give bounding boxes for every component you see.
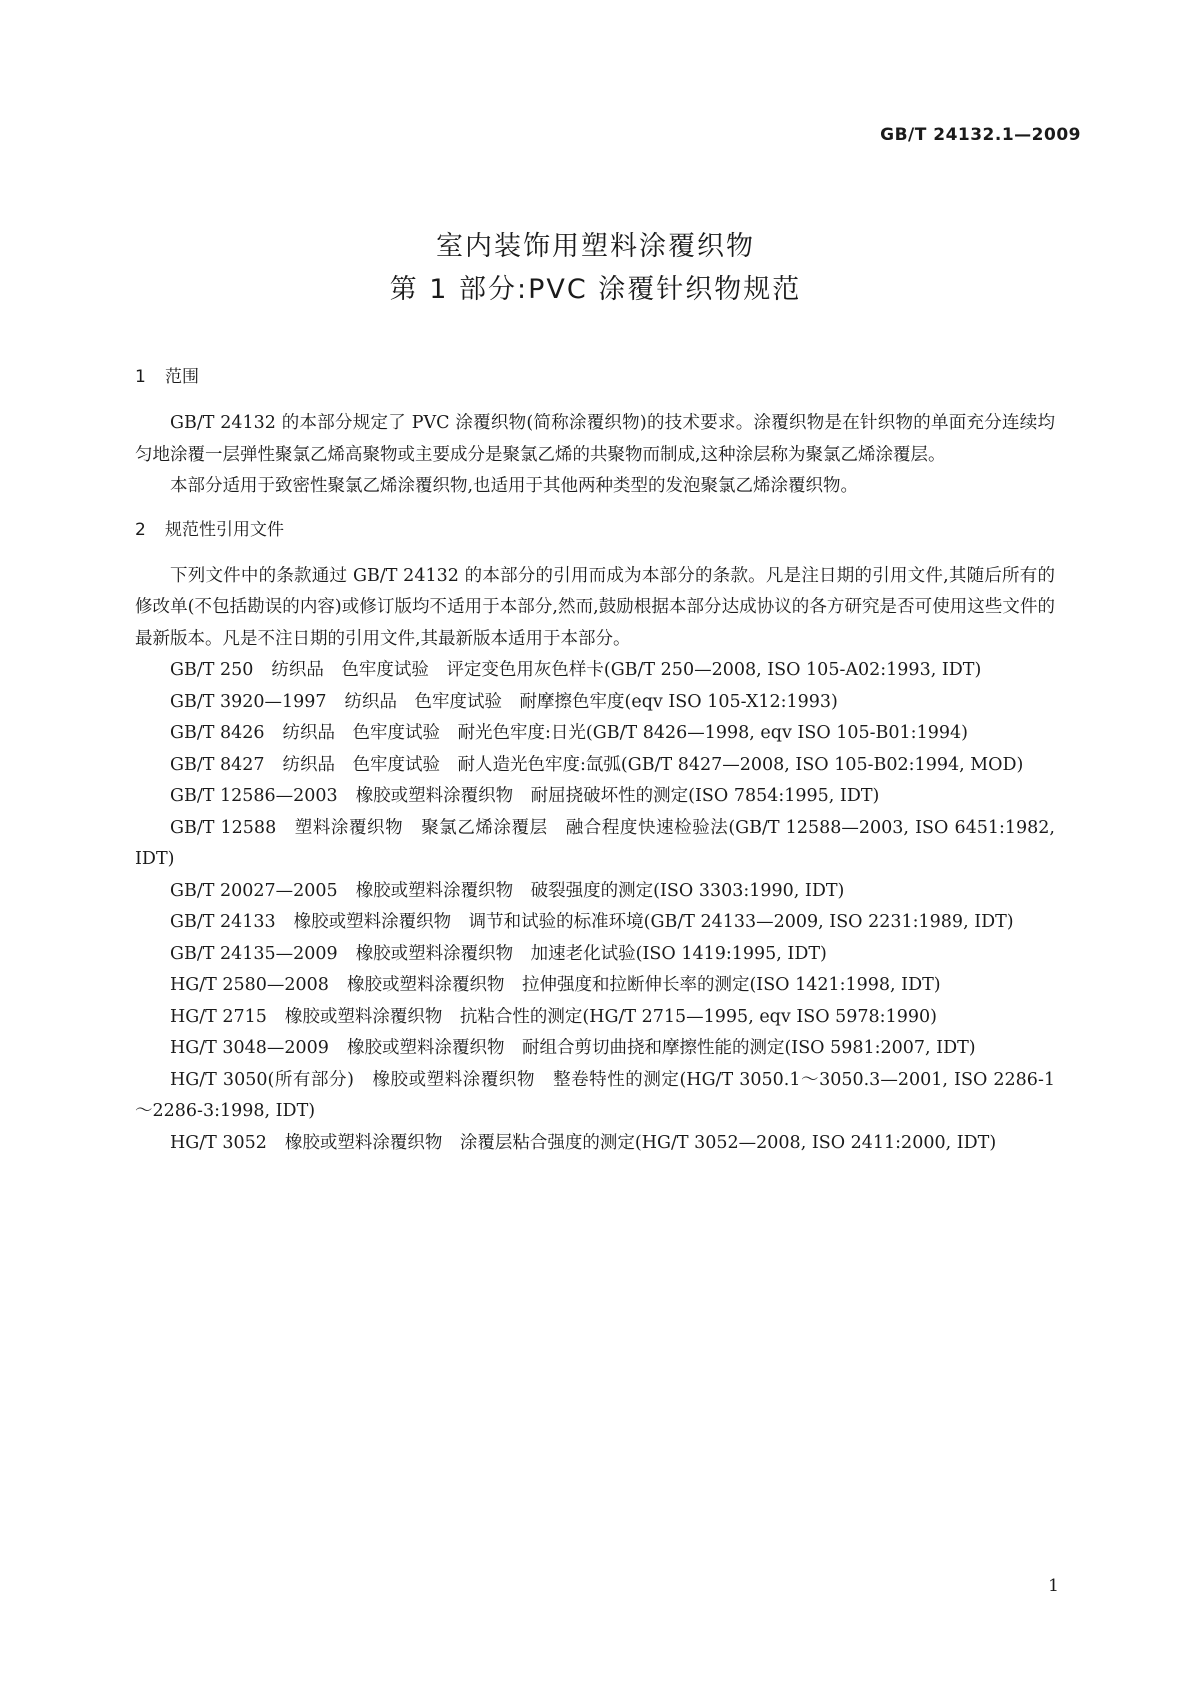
reference-title: 纺织品 色牢度试验 耐摩擦色牢度(eqv ISO 105-X12:1993) bbox=[344, 691, 838, 712]
section-title: 范围 bbox=[165, 367, 199, 387]
section-number: 2 bbox=[135, 519, 146, 540]
reference-item bbox=[135, 655, 1055, 687]
reference-item bbox=[135, 813, 1055, 876]
reference-code: GB/T 20027—2005 bbox=[170, 880, 338, 901]
section-2-heading bbox=[135, 515, 1055, 546]
standard-number: GB/T 24132.1—2009 bbox=[880, 125, 1081, 145]
reference-title: 纺织品 色牢度试验 评定变色用灰色样卡(GB/T 250—2008, ISO 105-A02:1993, IDT) bbox=[271, 660, 982, 680]
reference-item bbox=[135, 907, 1055, 939]
reference-code: GB/T 3920—1997 bbox=[170, 691, 327, 712]
paragraph: 下列文件中的条款通过 GB/T 24132 的本部分的引用而成为本部分的条款。凡是注日期的引用文件,其随后所有的修改单(不包括勘误的内容)或修订版均不适用于本部分,然而,鼓励根据本部分达成协议的各方研究是否可使用这些文件的最新版本。凡是不注日期的引用文件,其最新版本适用于本部分。 bbox=[135, 565, 1055, 649]
reference-title: 橡胶或塑料涂覆织物 破裂强度的测定(ISO 3303:1990, IDT) bbox=[355, 880, 845, 901]
reference-code: GB/T 24135—2009 bbox=[170, 943, 338, 964]
section-1-heading bbox=[135, 362, 1055, 393]
reference-code: GB/T 8427 bbox=[170, 754, 265, 775]
reference-item bbox=[135, 876, 1055, 908]
reference-title: 橡胶或塑料涂覆织物 耐屈挠破坏性的测定(ISO 7854:1995, IDT) bbox=[355, 786, 880, 806]
title-line-1: 室内装饰用塑料涂覆织物 bbox=[436, 231, 755, 262]
reference-title: 橡胶或塑料涂覆织物 涂覆层粘合强度的测定(HG/T 3052—2008, ISO 2411:2000, IDT) bbox=[284, 1132, 997, 1153]
reference-item bbox=[135, 1002, 1055, 1034]
reference-code: GB/T 12588 bbox=[170, 817, 277, 838]
reference-item bbox=[135, 687, 1055, 719]
reference-code: HG/T 3052 bbox=[170, 1132, 267, 1153]
reference-title: 纺织品 色牢度试验 耐人造光色牢度:氙弧(GB/T 8427—2008, ISO 105-B02:1994, MOD) bbox=[282, 754, 1024, 775]
reference-code: GB/T 8426 bbox=[170, 723, 265, 743]
reference-title: 橡胶或塑料涂覆织物 拉伸强度和拉断伸长率的测定(ISO 1421:1998, IDT) bbox=[346, 975, 941, 995]
reference-title: 橡胶或塑料涂覆织物 耐组合剪切曲挠和摩擦性能的测定(ISO 5981:2007, IDT) bbox=[346, 1038, 976, 1058]
reference-code: HG/T 3048—2009 bbox=[170, 1038, 329, 1058]
reference-code: GB/T 250 bbox=[170, 660, 254, 680]
reference-code: HG/T 2580—2008 bbox=[170, 975, 329, 995]
reference-title: 橡胶或塑料涂覆织物 整卷特性的测定(HG/T 3050.1～3050.3—2001, ISO 2286-1～2286-3:1998, IDT) bbox=[135, 1069, 1055, 1121]
page-number: 1 bbox=[1048, 1576, 1059, 1596]
reference-code: HG/T 2715 bbox=[170, 1006, 267, 1027]
document-title bbox=[0, 225, 1191, 311]
reference-item bbox=[135, 750, 1055, 782]
reference-code: GB/T 12586—2003 bbox=[170, 786, 338, 806]
paragraph: 本部分适用于致密性聚氯乙烯涂覆织物,也适用于其他两种类型的发泡聚氯乙烯涂覆织物。 bbox=[170, 476, 859, 496]
reference-code: GB/T 24133 bbox=[170, 912, 276, 932]
section-number: 1 bbox=[135, 367, 146, 387]
reference-item bbox=[135, 781, 1055, 813]
reference-title: 塑料涂覆织物 聚氯乙烯涂覆层 融合程度快速检验法(GB/T 12588—2003, ISO 6451:1982, IDT) bbox=[135, 817, 1055, 869]
title-line-2: 第 1 部分:PVC 涂覆针织物规范 bbox=[389, 274, 802, 305]
paragraph: GB/T 24132 的本部分规定了 PVC 涂覆织物(简称涂覆织物)的技术要求。涂覆织物是在针织物的单面充分连续均匀地涂覆一层弹性聚氯乙烯高聚物或主要成分是聚氯乙烯的共聚物而制成,这种涂层称为聚氯乙烯涂覆层。 bbox=[135, 413, 1055, 465]
document-body bbox=[135, 362, 1055, 1159]
reference-title: 橡胶或塑料涂覆织物 调节和试验的标准环境(GB/T 24133—2009, ISO 2231:1989, IDT) bbox=[293, 912, 1014, 932]
reference-item bbox=[135, 1128, 1055, 1160]
reference-item bbox=[135, 939, 1055, 971]
reference-list bbox=[135, 655, 1055, 1159]
reference-title: 橡胶或塑料涂覆织物 抗粘合性的测定(HG/T 2715—1995, eqv ISO 5978:1990) bbox=[284, 1006, 937, 1027]
reference-item bbox=[135, 1033, 1055, 1065]
reference-item bbox=[135, 1065, 1055, 1128]
section-title: 规范性引用文件 bbox=[165, 519, 284, 540]
reference-item bbox=[135, 718, 1055, 750]
reference-item bbox=[135, 970, 1055, 1002]
reference-code: HG/T 3050(所有部分) bbox=[170, 1069, 354, 1090]
reference-title: 纺织品 色牢度试验 耐光色牢度:日光(GB/T 8426—1998, eqv ISO 105-B01:1994) bbox=[282, 723, 968, 743]
reference-title: 橡胶或塑料涂覆织物 加速老化试验(ISO 1419:1995, IDT) bbox=[355, 943, 827, 964]
